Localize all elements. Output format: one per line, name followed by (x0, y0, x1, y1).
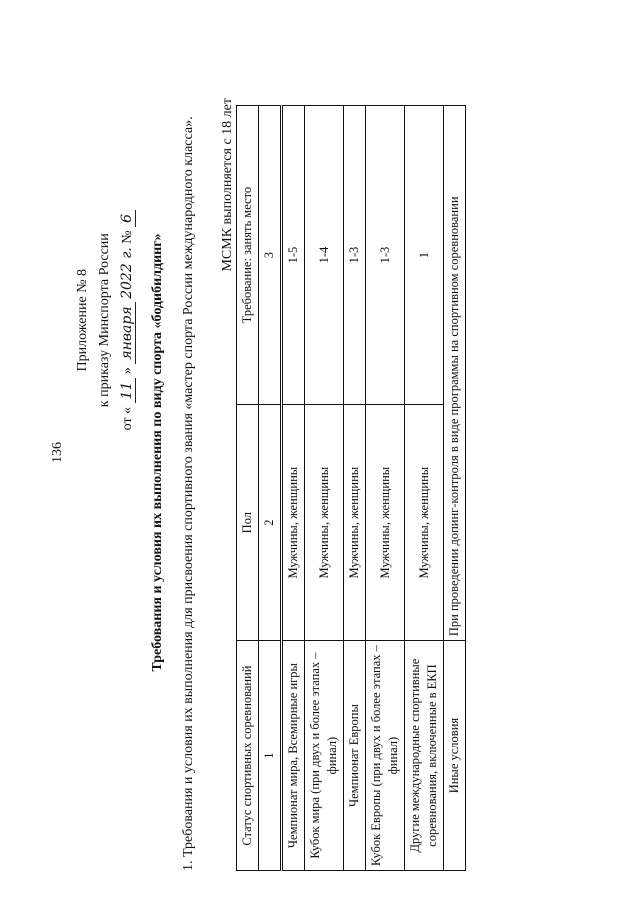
intro-paragraph: 1. Требования и условия их выполнения для присвоения спортивного звания «мастер спорта России международного класса». (181, 116, 196, 871)
page-number: 136 (50, 442, 65, 463)
other-conditions-text: При проведении допинг-контроля в виде программы на спортивном соревновании (444, 106, 466, 641)
competition-status: Другие международные спортивные соревнования, включенные в ЕКП (405, 641, 444, 871)
competition-status: Кубок Европы (при двух и более этапах – финал) (366, 641, 405, 871)
competition-status: Чемпионат мира, Всемирные игры (282, 641, 305, 871)
sex-cell: Мужчины, женщины (405, 405, 444, 641)
place-cell: 1-3 (366, 106, 405, 405)
column-number: 2 (259, 405, 282, 641)
column-number: 1 (259, 641, 282, 871)
page-title: Требования и условия их выполнения по виду спорта «бодибилдинг» (150, 233, 165, 672)
appendix-number: Приложение № 8 (75, 268, 90, 372)
table-row-other-conditions (444, 106, 466, 871)
handwritten-year: 2022 г. (119, 247, 135, 299)
table-row (305, 106, 344, 871)
place-cell: 1-3 (344, 106, 366, 405)
header-sex: Пол (237, 405, 259, 641)
header-requirement: Требование: занять место (237, 106, 259, 405)
handwritten-month: января (119, 302, 136, 363)
table-row (282, 106, 305, 871)
competition-status: Кубок мира (при двух и более этапах – финал) (305, 641, 344, 871)
place-cell: 1 (405, 106, 444, 405)
table-row (405, 106, 444, 871)
handwritten-day: 11 (119, 378, 136, 404)
other-conditions-label: Иные условия (444, 641, 466, 871)
handwritten-order-number: 6 (119, 210, 136, 227)
table-row (366, 106, 405, 871)
header-status: Статус спортивных соревнований (237, 641, 259, 871)
sex-cell: Мужчины, женщины (366, 405, 405, 641)
competition-status: Чемпионат Европы (344, 641, 366, 871)
table-row (344, 106, 366, 871)
appendix-date-line: от « 11 » января 2022 г. № 6 (116, 210, 139, 430)
appendix-order: к приказу Минспорта России (97, 233, 112, 408)
msmk-note: МСМК выполняется с 18 лет (220, 98, 235, 272)
sex-cell: Мужчины, женщины (305, 405, 344, 641)
sex-cell: Мужчины, женщины (344, 405, 366, 641)
appendix-block (72, 210, 139, 430)
place-cell: 1-4 (305, 106, 344, 405)
sex-cell: Мужчины, женщины (282, 405, 305, 641)
requirements-table (236, 105, 466, 871)
place-cell: 1-5 (282, 106, 305, 405)
column-number: 3 (259, 106, 282, 405)
column-number-row (259, 106, 282, 871)
table-header-row (237, 106, 259, 871)
